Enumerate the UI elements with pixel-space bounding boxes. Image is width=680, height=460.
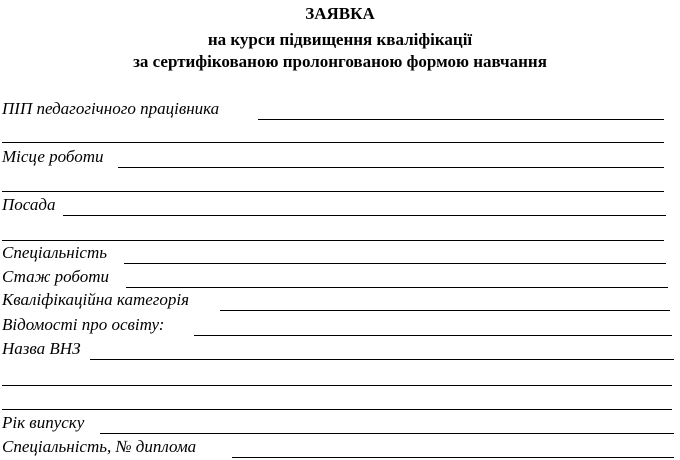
category-line[interactable]	[220, 310, 670, 311]
full-name-label-text: ПІП педагогічного працівника	[2, 99, 220, 118]
university-line-2[interactable]	[2, 385, 672, 386]
form-title: ЗАЯВКА	[305, 4, 375, 23]
experience-line[interactable]	[126, 287, 668, 288]
university-label-text: Назва ВНЗ	[2, 339, 81, 358]
graduation-year-line[interactable]	[100, 433, 674, 434]
position-label-text: Посада	[2, 195, 56, 214]
specialty-line[interactable]	[124, 263, 666, 264]
full-name-line-2[interactable]	[2, 142, 664, 143]
form-subtitle-1: на курси підвищення кваліфікації	[207, 30, 473, 49]
university-line-3[interactable]	[2, 409, 672, 410]
position-line-2[interactable]	[2, 240, 664, 241]
category-label-text: Кваліфікаційна категорія	[2, 290, 190, 309]
specialty-label-text: Спеціальність	[2, 243, 107, 262]
university-line[interactable]	[90, 359, 674, 360]
diploma-line[interactable]	[232, 457, 674, 458]
form-subtitle-2: за сертифікованою пролонгованою формою навчання	[133, 52, 547, 71]
graduation-year-label-text: Рік випуску	[2, 413, 85, 432]
workplace-line-2[interactable]	[2, 191, 664, 192]
workplace-label-text: Місце роботи	[2, 147, 104, 166]
full-name-line[interactable]	[258, 119, 664, 120]
education-line[interactable]	[194, 335, 672, 336]
position-line[interactable]	[63, 215, 666, 216]
workplace-line[interactable]	[118, 167, 664, 168]
diploma-label-text: Спеціальність, № диплома	[2, 437, 197, 456]
education-label-text: Відомості про освіту:	[2, 315, 165, 334]
experience-label-text: Стаж роботи	[2, 267, 110, 286]
